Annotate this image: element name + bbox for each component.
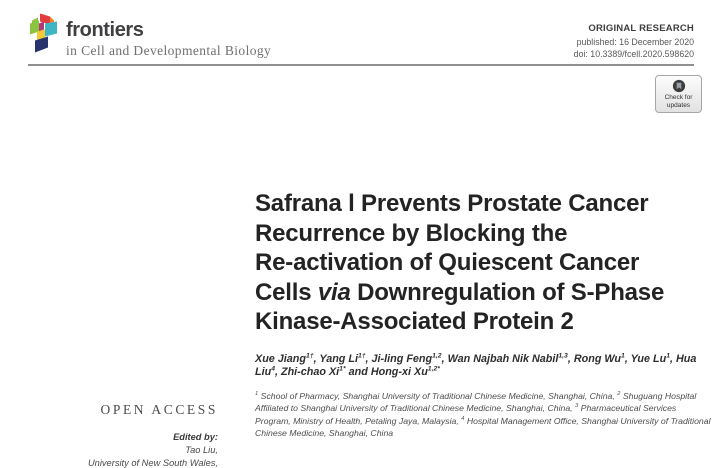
editor-affiliation: University of New South Wales, [87, 457, 218, 468]
badge-label [665, 94, 693, 109]
author-name: Yue Lu [630, 352, 667, 365]
publication-info [574, 23, 694, 59]
editor-name: Tao Liu, [185, 445, 218, 455]
journal-header [28, 13, 271, 59]
affiliation-marker: 2 [617, 390, 621, 397]
author-superscript: 4 [271, 365, 275, 373]
title-line [255, 278, 719, 308]
journal-name: in Cell and Developmental Biology [66, 43, 272, 58]
article-main-column [255, 189, 719, 440]
badge-label-line2: updates [666, 101, 691, 109]
title-line [255, 189, 719, 219]
doi: doi: 10.3389/fcell.2020.598620 [573, 49, 694, 59]
author-name: Xue Jiang [255, 352, 307, 365]
affiliation-text: Shuguang Hospital Affiliated to Shanghai University of Traditional Chinese Medicine, Shanghai, China, [255, 390, 697, 414]
title-text: Kinase-Associated Protein 2 [255, 308, 574, 335]
author-superscript: 1† [306, 351, 314, 359]
author-superscript: 1,2* [427, 365, 440, 373]
affiliation-text: Hospital Management Office, Shanghai University of Traditional Chinese Medicine, Shanghai, China [255, 415, 711, 439]
published-date: published: 16 December 2020 [576, 36, 694, 47]
crossmark-icon [672, 79, 686, 93]
journal-title-block [66, 13, 271, 59]
header-rule [28, 64, 694, 66]
badge-label-line1: Check for [664, 94, 693, 102]
affiliation-marker: 3 [575, 403, 579, 410]
author-name: Ji-ling Feng [371, 352, 433, 365]
article-title [255, 189, 719, 337]
title-text: Recurrence by Blocking the [255, 219, 568, 247]
author-name: Yang Li [319, 352, 358, 365]
open-access-label: OPEN ACCESS [100, 402, 218, 417]
review-sidebar [0, 402, 218, 468]
author-name: Hua Liu [255, 352, 697, 379]
author-name: Rong Wu [573, 352, 622, 365]
frontiers-logo-icon [28, 13, 59, 56]
check-for-updates-badge[interactable] [655, 75, 702, 113]
author-superscript: 1 [621, 351, 625, 359]
title-line [255, 219, 719, 249]
brand-name: frontiers [66, 19, 144, 41]
title-word-italic: via [317, 278, 351, 306]
title-line [255, 248, 719, 278]
author-superscript: 1* [339, 365, 346, 373]
edited-by-label: Edited by: [173, 432, 218, 442]
affiliation-text: Pharmaceutical Services Program, Ministry of Health, Petaling Jaya, Malaysia, [255, 403, 677, 426]
title-text: Downregulation of S-Phase [350, 278, 665, 306]
affiliation-marker: 1 [255, 390, 259, 397]
title-text: Re-activation of Quiescent Cancer [255, 249, 640, 276]
author-superscript: 1 [666, 351, 670, 359]
affiliation-text: School of Pharmacy, Shanghai University of Traditional Chinese Medicine, Shanghai, China, [258, 390, 618, 401]
title-text: Cells [255, 278, 318, 306]
title-line [255, 307, 719, 337]
author-superscript: 1,3 [558, 351, 568, 359]
author-superscript: 1,2 [432, 351, 442, 359]
authors-line: Xue Jiang$^{1\dagger}$, Yang $Li^{1\dagger}$, Ji-ling Feng$^{1,2}$, Wan Najbah Nik Nabil$^{1,3}$, Rong Wu$^1$, Yue Lu$^1$, Hua Liu$^4$, Zhi-chao $Xi^{1*}$ and Hong-xi $Xu^{1,2*}$ [255, 351, 697, 379]
article-type-label: ORIGINAL RESEARCH [588, 23, 694, 34]
affiliation-marker: 4 [461, 415, 465, 422]
author-name: Hong-xi Xu [370, 366, 428, 379]
title-text: Safrana l Prevents Prostate Cancer [255, 190, 649, 217]
author-name: Wan Najbah Nik Nabil [447, 352, 559, 365]
affiliations [255, 390, 713, 440]
author-name: Zhi-chao Xi [280, 366, 340, 379]
author-superscript: 1† [357, 351, 366, 359]
